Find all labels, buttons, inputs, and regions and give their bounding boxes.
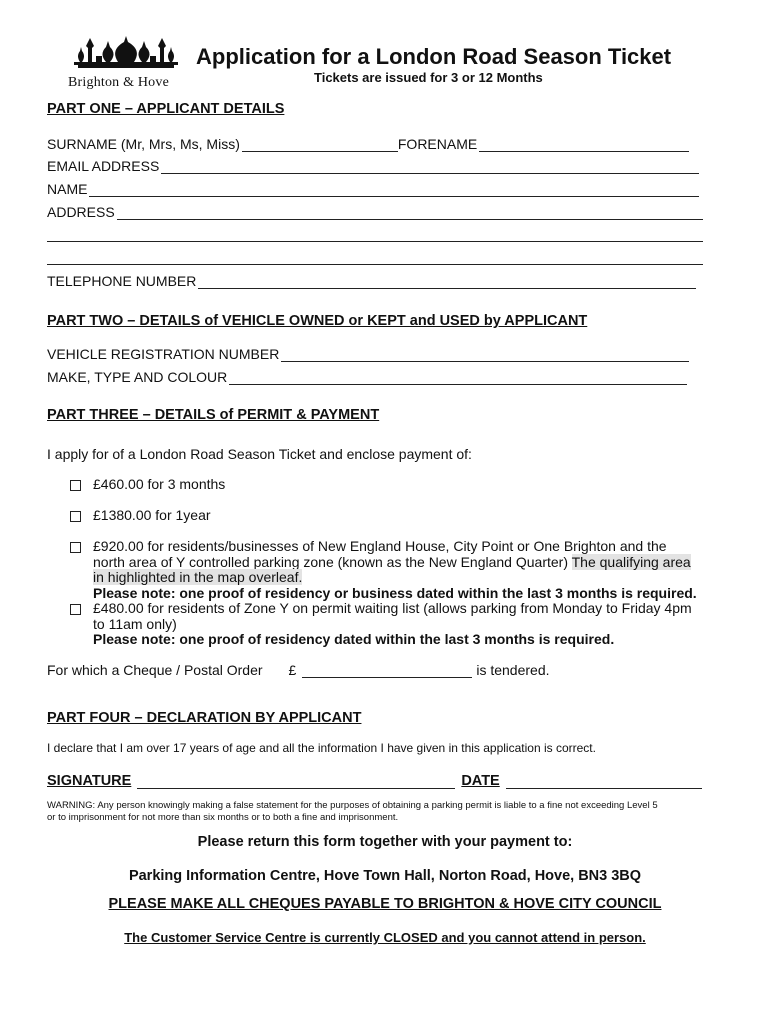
- qualifying-area-text: The qualifying area: [571, 553, 691, 570]
- option-residents-neq-line3: in highlighted in the map overleaf.: [93, 569, 303, 585]
- surname-label: SURNAME (Mr, Mrs, Ms, Miss): [47, 136, 240, 152]
- checkbox-1-year[interactable]: [70, 511, 81, 522]
- address-field-line3[interactable]: [47, 264, 703, 265]
- closed-notice: The Customer Service Centre is currently CLOSED and you cannot attend in person.: [124, 930, 646, 945]
- date-label: DATE: [461, 773, 500, 789]
- signature-field[interactable]: [137, 776, 455, 789]
- page-subtitle: Tickets are issued for 3 or 12 Months: [314, 70, 543, 85]
- checkbox-residents-neq[interactable]: [70, 542, 81, 553]
- option-zone-y-line1: £480.00 for residents of Zone Y on permit waiting list (allows parking from Monday to Friday 4pm: [93, 600, 692, 616]
- forename-label: FORENAME: [397, 136, 478, 152]
- option-zone-y-line2: to 11am only): [93, 615, 177, 632]
- part-three-heading: PART THREE – DETAILS of PERMIT & PAYMENT: [47, 407, 380, 423]
- option-3-months-label: £460.00 for 3 months: [93, 476, 226, 492]
- declaration-text: I declare that I am over 17 years of age and all the information I have given in this application is correct.: [47, 741, 596, 755]
- residency-business-note: Please note: one proof of residency or business dated within the last 3 months is required.: [93, 584, 697, 601]
- checkbox-3-months[interactable]: [70, 480, 81, 491]
- telephone-label: TELEPHONE NUMBER: [47, 273, 197, 289]
- tendered-label: is tendered.: [476, 662, 550, 678]
- signature-row: [47, 773, 702, 789]
- email-row: [47, 158, 699, 174]
- warning-text: [47, 800, 658, 824]
- cheque-payable-notice: PLEASE MAKE ALL CHEQUES PAYABLE TO BRIGHTON & HOVE CITY COUNCIL: [108, 896, 662, 912]
- warning-line1: WARNING: Any person knowingly making a false statement for the purposes of obtaining a parking permit is liable to a fine not exceeding Level 5: [47, 800, 658, 811]
- residency-note: Please note: one proof of residency dated within the last 3 months is required.: [93, 631, 615, 647]
- council-logo: [66, 36, 186, 98]
- registration-label: VEHICLE REGISTRATION NUMBER: [47, 346, 280, 362]
- part-four-heading: PART FOUR – DECLARATION BY APPLICANT: [47, 710, 362, 726]
- logo-text: Brighton & Hove: [68, 75, 169, 90]
- surname-field[interactable]: [242, 139, 398, 152]
- address-row: [47, 204, 703, 220]
- signature-label: SIGNATURE: [47, 773, 132, 789]
- currency-symbol: £: [288, 662, 297, 678]
- cheque-label: For which a Cheque / Postal Order: [47, 662, 263, 678]
- telephone-field[interactable]: [198, 276, 696, 289]
- address-label: ADDRESS: [47, 204, 115, 220]
- address-field-line2[interactable]: [47, 241, 703, 242]
- page-title: Application for a London Road Season Ticket: [196, 44, 672, 69]
- part-two-heading: PART TWO – DETAILS of VEHICLE OWNED or KEPT and USED by APPLICANT: [47, 313, 588, 329]
- email-field[interactable]: [161, 161, 699, 174]
- address-field-line1[interactable]: [117, 207, 703, 220]
- return-address: Parking Information Centre, Hove Town Hall, Norton Road, Hove, BN3 3BQ: [128, 868, 642, 884]
- name-row: [47, 181, 699, 197]
- cheque-row: [47, 662, 550, 678]
- option-residents-neq-line2: north area of Y controlled parking zone (known as the New England Quarter): [93, 553, 568, 570]
- make-field[interactable]: [229, 372, 687, 385]
- make-row: [47, 369, 687, 385]
- telephone-row: [47, 273, 696, 289]
- return-instructions: Please return this form together with your payment to:: [197, 834, 573, 850]
- pavilion-icon: [66, 36, 186, 76]
- registration-field[interactable]: [281, 349, 689, 362]
- checkbox-zone-y[interactable]: [70, 604, 81, 615]
- surname-row: [47, 136, 689, 152]
- make-label: MAKE, TYPE AND COLOUR: [47, 369, 228, 385]
- date-field[interactable]: [506, 776, 702, 789]
- option-1-year-label: £1380.00 for 1year: [93, 507, 211, 523]
- name-label: NAME: [47, 181, 88, 197]
- option-residents-neq-line1: £920.00 for residents/businesses of New England House, City Point or One Brighton and the: [93, 538, 667, 554]
- name-field[interactable]: [89, 184, 699, 197]
- amount-field[interactable]: [302, 665, 472, 678]
- part-one-heading: PART ONE – APPLICANT DETAILS: [47, 101, 285, 117]
- forename-field[interactable]: [479, 139, 689, 152]
- email-label: EMAIL ADDRESS: [47, 158, 160, 174]
- warning-line2: or to imprisonment for not more than six months or to both a fine and imprisonment.: [47, 812, 399, 823]
- registration-row: [47, 346, 689, 362]
- payment-intro: I apply for of a London Road Season Ticket and enclose payment of:: [47, 446, 472, 462]
